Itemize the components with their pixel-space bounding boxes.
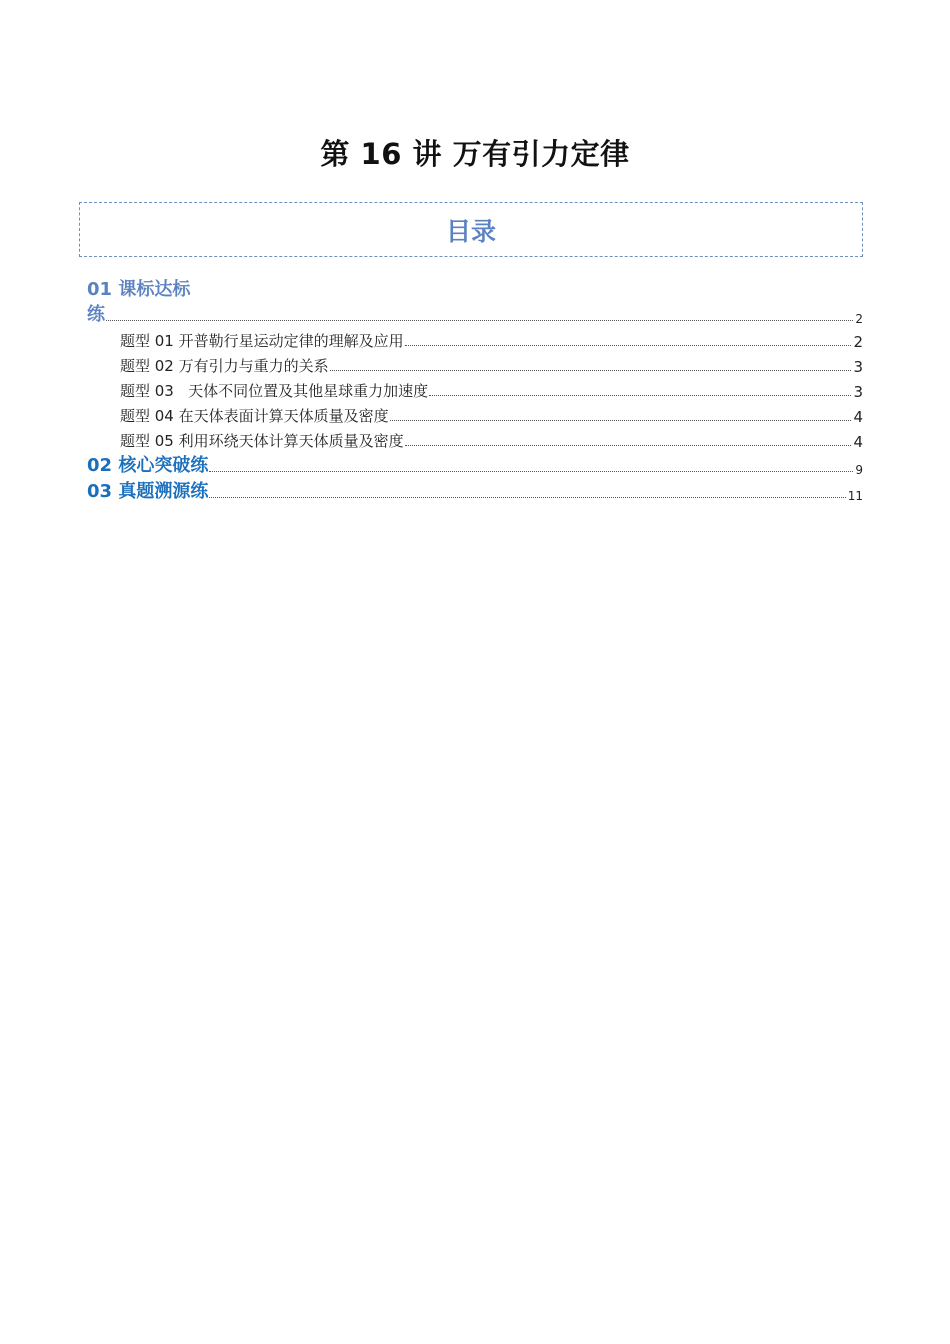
- toc-item-label[interactable]: 题型 03 天体不同位置及其他星球重力加速度: [120, 382, 429, 400]
- toc-leader-dots: [405, 444, 852, 446]
- toc-page-number: 11: [847, 489, 863, 503]
- toc-leader-dots: [390, 419, 852, 421]
- toc-page-number: 9: [855, 463, 863, 477]
- table-of-contents: [87, 278, 863, 503]
- toc-leader-dots: [106, 319, 853, 321]
- toc-leader-dots: [209, 496, 845, 498]
- toc-leader-dots: [429, 394, 851, 396]
- toc-item[interactable]: [87, 376, 863, 401]
- toc-section-3-label[interactable]: 03 真题溯源练: [87, 481, 209, 502]
- toc-page-number: 2: [855, 312, 863, 326]
- toc-section-2-label[interactable]: 02 核心突破练: [87, 455, 209, 476]
- page-title: 第 16 讲 万有引力定律: [320, 137, 630, 171]
- toc-page-number: 4: [853, 408, 863, 426]
- toc-page-number: 3: [853, 358, 863, 376]
- toc-item[interactable]: [87, 401, 863, 426]
- toc-item-label[interactable]: 题型 02 万有引力与重力的关系: [120, 357, 329, 375]
- toc-item[interactable]: [87, 426, 863, 451]
- toc-leader-dots: [330, 369, 852, 371]
- toc-leader-dots: [209, 470, 853, 472]
- toc-heading: 目录: [445, 216, 496, 246]
- toc-item[interactable]: [87, 326, 863, 351]
- toc-leader-dots: [405, 344, 852, 346]
- toc-page-number: 2: [853, 333, 863, 351]
- toc-section-2[interactable]: [87, 451, 863, 477]
- toc-section-3[interactable]: [87, 477, 863, 503]
- toc-item-label[interactable]: 题型 05 利用环绕天体计算天体质量及密度: [120, 432, 404, 450]
- toc-heading-box: [79, 202, 863, 257]
- toc-item[interactable]: [87, 351, 863, 376]
- toc-item-label[interactable]: 题型 01 开普勒行星运动定律的理解及应用: [120, 332, 404, 350]
- toc-item-label[interactable]: 题型 04 在天体表面计算天体质量及密度: [120, 407, 389, 425]
- toc-section-1-label-line2[interactable]: 练: [87, 304, 105, 325]
- toc-page-number: 4: [853, 433, 863, 451]
- toc-page-number: 3: [853, 383, 863, 401]
- toc-section-1[interactable]: [87, 302, 863, 326]
- toc-section-1-label-line1[interactable]: 01 课标达标: [87, 279, 191, 300]
